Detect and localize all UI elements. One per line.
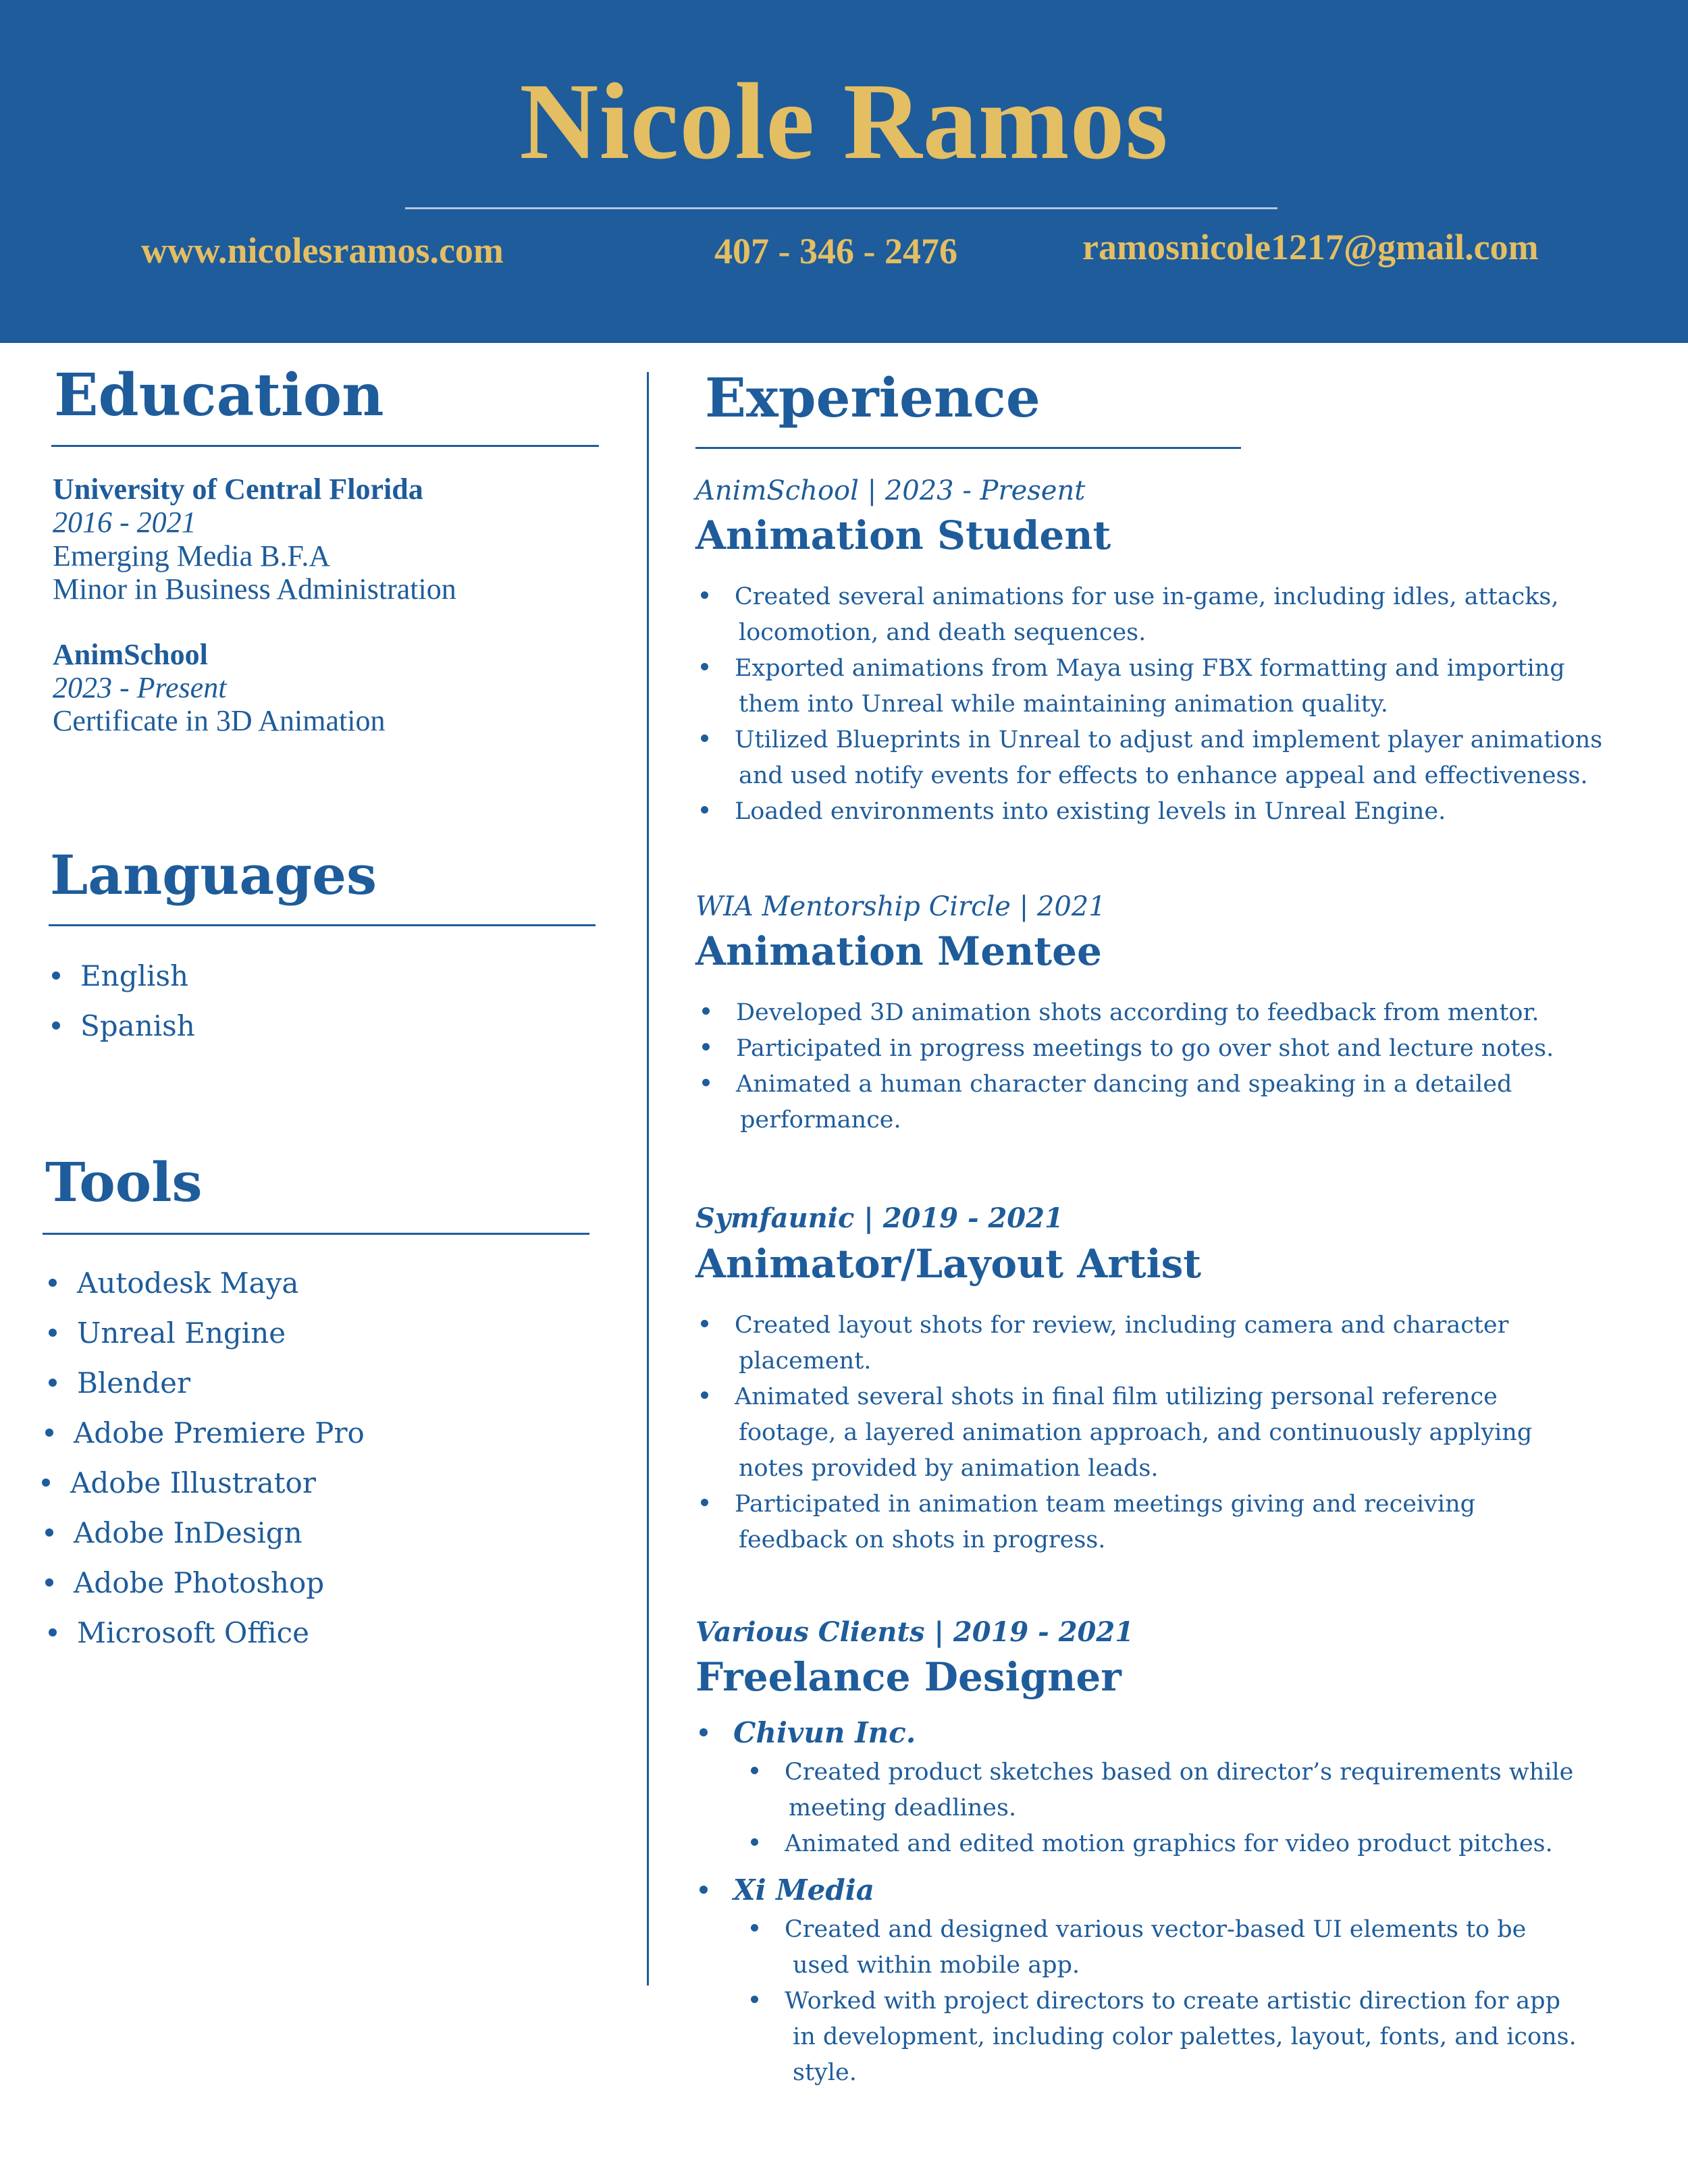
- point-line: Exported animations from Maya using FBX formatting and importing: [735, 655, 1565, 682]
- job-points: [736, 995, 1554, 1138]
- list-item: Autodesk Maya: [77, 1269, 368, 1319]
- languages-rule: [49, 924, 596, 926]
- point-line: placement.: [739, 1348, 872, 1375]
- tools-heading: Tools: [45, 1150, 203, 1214]
- job-points: [735, 579, 1602, 830]
- list-item: Adobe InDesign: [74, 1519, 365, 1569]
- client-points: [785, 1912, 1577, 2091]
- job-organization: Various Clients | 2019 - 2021: [695, 1616, 1134, 1648]
- point-line: Utilized Blueprints in Unreal to adjust and implement player animations: [735, 726, 1603, 753]
- email-link[interactable]: ramosnicole1217@gmail.com: [1082, 227, 1539, 267]
- point-line: Created several animations for use in-game, including idles, attacks,: [735, 583, 1559, 610]
- education-detail: Minor in Business Administration: [53, 572, 456, 606]
- point-line: notes provided by animation leads.: [739, 1455, 1159, 1482]
- list-item: [735, 1379, 1532, 1487]
- point-line: Developed 3D animation shots according to feedback from mentor.: [736, 999, 1539, 1026]
- point-line: Participated in animation team meetings giving and receiving: [735, 1491, 1476, 1518]
- languages-list: [80, 959, 195, 1062]
- list-item: [785, 1755, 1573, 1826]
- list-item: [736, 995, 1554, 1031]
- list-item: Adobe Illustrator: [70, 1469, 361, 1519]
- education-dates: 2023 - Present: [53, 671, 227, 704]
- job-title: Animation Mentee: [695, 928, 1102, 974]
- list-item: [736, 1067, 1554, 1138]
- point-line: used within mobile app.: [793, 1952, 1080, 1979]
- education-heading: Education: [54, 361, 384, 429]
- list-item: [735, 651, 1602, 722]
- point-line: Animated a human character dancing and speaking in a detailed: [736, 1071, 1512, 1098]
- education-detail: Emerging Media B.F.A: [53, 539, 331, 572]
- list-item: Blender: [77, 1369, 368, 1419]
- education-school: University of Central Florida: [53, 473, 423, 506]
- list-item: Adobe Premiere Pro: [74, 1419, 365, 1469]
- list-item: Spanish: [80, 1012, 195, 1062]
- point-line: locomotion, and death sequences.: [739, 619, 1146, 646]
- list-item: Microsoft Office: [77, 1619, 368, 1669]
- job-title: Freelance Designer: [695, 1654, 1122, 1700]
- bullet-icon: [700, 1728, 708, 1736]
- point-line: them into Unreal while maintaining animation quality.: [739, 691, 1388, 718]
- header-banner: [0, 0, 1688, 343]
- list-item: [735, 579, 1602, 651]
- job-title: Animation Student: [695, 512, 1111, 558]
- list-item: Adobe Photoshop: [74, 1569, 365, 1619]
- list-item: [735, 794, 1602, 830]
- list-item: [736, 1031, 1554, 1067]
- list-item: [785, 1912, 1577, 1983]
- point-line: and used notify events for effects to enhance appeal and effectiveness.: [739, 762, 1588, 789]
- education-dates: 2016 - 2021: [53, 506, 196, 539]
- name-divider: [405, 207, 1277, 209]
- point-line: Created product sketches based on director’s requirements while: [785, 1759, 1574, 1786]
- point-line: Animated several shots in final film utilizing personal reference: [735, 1383, 1498, 1410]
- point-line: meeting deadlines.: [789, 1794, 1017, 1821]
- job-title: Animator/Layout Artist: [695, 1241, 1202, 1287]
- phone-number[interactable]: 407 - 346 - 2476: [714, 231, 957, 271]
- bullet-icon: [700, 1886, 708, 1894]
- experience-heading: Experience: [705, 366, 1040, 429]
- education-rule: [51, 445, 599, 447]
- experience-rule: [695, 447, 1241, 449]
- education-school: AnimSchool: [53, 638, 208, 671]
- point-line: in development, including color palettes, layout, fonts, and icons.: [793, 2023, 1577, 2050]
- languages-heading: Languages: [50, 843, 377, 907]
- list-item: English: [80, 962, 195, 1012]
- column-divider: [647, 372, 649, 1986]
- list-item: [735, 722, 1602, 794]
- point-line: style.: [793, 2059, 857, 2086]
- list-item: [735, 1308, 1532, 1379]
- point-line: feedback on shots in progress.: [739, 1526, 1106, 1553]
- list-item: [735, 1487, 1532, 1558]
- tools-rule: [43, 1233, 589, 1235]
- point-line: Loaded environments into existing levels in Unreal Engine.: [735, 798, 1446, 825]
- education-detail: Certificate in 3D Animation: [53, 704, 386, 737]
- client-name: Chivun Inc.: [733, 1716, 916, 1749]
- point-line: footage, a layered animation approach, and continuously applying: [739, 1419, 1533, 1446]
- point-line: Animated and edited motion graphics for video product pitches.: [785, 1830, 1553, 1857]
- job-organization: WIA Mentorship Circle | 2021: [695, 891, 1106, 922]
- candidate-name: Nicole Ramos: [519, 61, 1169, 182]
- tools-list: [70, 1267, 368, 1669]
- point-line: Worked with project directors to create artistic direction for app: [785, 1988, 1560, 2015]
- job-points: [735, 1308, 1532, 1558]
- list-item: [785, 1826, 1573, 1862]
- list-item: Unreal Engine: [77, 1319, 368, 1369]
- point-line: Participated in progress meetings to go over shot and lecture notes.: [736, 1035, 1554, 1062]
- list-item: [785, 1983, 1577, 2091]
- website-link[interactable]: www.nicolesramos.com: [141, 230, 504, 271]
- job-organization: AnimSchool | 2023 - Present: [695, 475, 1086, 506]
- job-organization: Symfaunic | 2019 - 2021: [695, 1202, 1063, 1234]
- point-line: performance.: [740, 1107, 901, 1134]
- point-line: Created and designed various vector-based UI elements to be: [785, 1916, 1527, 1943]
- client-points: [785, 1755, 1573, 1862]
- point-line: Created layout shots for review, including camera and character: [735, 1312, 1509, 1339]
- client-name: Xi Media: [733, 1873, 874, 1907]
